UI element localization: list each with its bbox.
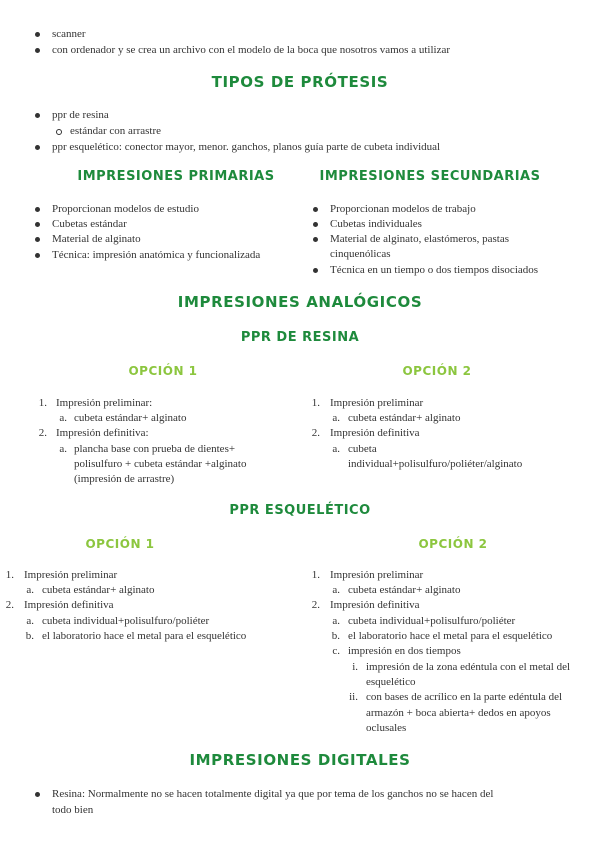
list-item-continued: cinquenólicas xyxy=(330,248,391,260)
list-item: Proporcionan modelos de estudio xyxy=(52,203,199,215)
section-title-secundarias: IMPRESIONES SECUNDARIAS xyxy=(319,169,541,184)
sub-sub-list-item: impresión de la zona edéntula con el metal del xyxy=(366,661,571,673)
sub-list-item: impresión en dos tiempos xyxy=(348,645,461,657)
sub-sub-list-item-continued: oclusales xyxy=(366,722,407,734)
list-letter: a. xyxy=(332,443,340,455)
list-roman: ii. xyxy=(349,691,358,703)
sub-list-item-continued: (impresión de arrastre) xyxy=(74,473,175,485)
list-letter: a. xyxy=(26,615,34,627)
list-item: Impresión preliminar xyxy=(24,569,118,581)
list-roman: i. xyxy=(352,661,358,673)
option-title: OPCIÓN 2 xyxy=(418,537,488,551)
sub-list-item: cubeta individual+polisulfuro/poliéter xyxy=(348,615,516,627)
sub-list-item-continued: individual+polisulfuro/poliéter/alginato xyxy=(348,458,523,470)
sub-sub-list-item-continued: armazón + boca abierta+ dedos en apoyos xyxy=(366,707,551,719)
list-number: 2. xyxy=(311,599,320,611)
sub-list-item: cubeta estándar+ alginato xyxy=(348,412,461,424)
list-item: Impresión preliminar: xyxy=(56,397,153,409)
sub-sub-list-item-continued: esquelético xyxy=(366,676,416,688)
list-item: Técnica en un tiempo o dos tiempos disociados xyxy=(330,264,539,276)
list-number: 2. xyxy=(5,599,14,611)
list-item: con ordenador y se crea un archivo con el modelo de la boca que nosotros vamos a utilizar xyxy=(52,44,450,56)
section-title-ppr-resina: PPR DE RESINA xyxy=(240,330,360,345)
section-title-digitales: IMPRESIONES DIGITALES xyxy=(189,751,411,769)
sub-list-item: cubeta estándar+ alginato xyxy=(74,412,187,424)
list-letter: c. xyxy=(332,645,340,657)
list-item: Impresión definitiva: xyxy=(56,427,149,439)
list-item: Material de alginato xyxy=(52,233,141,245)
sub-sub-list-item: con bases de acrílico en la parte edéntula del xyxy=(366,691,563,703)
list-item: Cubetas estándar xyxy=(52,218,127,230)
sub-list-item: cubeta xyxy=(348,443,377,455)
section-title-tipos: TIPOS DE PRÓTESIS xyxy=(211,73,389,91)
option-title: OPCIÓN 1 xyxy=(128,364,198,378)
list-item: ppr esquelético: conector mayor, menor. ganchos, planos guía parte de cubeta individual xyxy=(52,141,441,153)
sub-list-item: plancha base con prueba de dientes+ xyxy=(74,443,236,455)
sub-list-item: el laboratorio hace el metal para el esquelético xyxy=(348,630,553,642)
section-title-ppr-esqueletico: PPR ESQUELÉTICO xyxy=(229,503,371,518)
list-item: Impresión definitiva xyxy=(330,427,420,439)
option-title: OPCIÓN 2 xyxy=(402,364,472,378)
sub-list-item: cubeta estándar+ alginato xyxy=(348,584,461,596)
list-letter: a. xyxy=(332,412,340,424)
list-item: Proporcionan modelos de trabajo xyxy=(330,203,476,215)
list-letter: a. xyxy=(332,615,340,627)
list-item: Impresión preliminar xyxy=(330,397,424,409)
list-letter: a. xyxy=(332,584,340,596)
sub-list-item-continued: polisulfuro + cubeta estándar +alginato xyxy=(74,458,247,470)
list-item: Impresión definitiva xyxy=(24,599,114,611)
list-item: Impresión definitiva xyxy=(330,599,420,611)
list-number: 1. xyxy=(311,569,320,581)
list-item: Resina: Normalmente no se hacen totalmente digital ya que por tema de los ganchos no se hacen del xyxy=(52,788,494,800)
list-letter: b. xyxy=(331,630,340,642)
list-number: 2. xyxy=(311,427,320,439)
sub-list-item: cubeta estándar+ alginato xyxy=(42,584,155,596)
list-item: Cubetas individuales xyxy=(330,218,422,230)
list-number: 1. xyxy=(311,397,320,409)
list-item: ppr de resina xyxy=(52,109,109,121)
list-number: 1. xyxy=(38,397,47,409)
list-letter: a. xyxy=(26,584,34,596)
list-item-continued: todo bien xyxy=(52,804,94,816)
sub-list-item: el laboratorio hace el metal para el esquelético xyxy=(42,630,247,642)
list-letter: a. xyxy=(59,443,67,455)
list-letter: b. xyxy=(25,630,34,642)
list-number: 2. xyxy=(38,427,47,439)
sub-list-item: estándar con arrastre xyxy=(70,125,162,137)
list-item: Técnica: impresión anatómica y funcionalizada xyxy=(52,249,261,261)
list-number: 1. xyxy=(5,569,14,581)
section-title-analogicos: IMPRESIONES ANALÓGICOS xyxy=(177,293,423,311)
list-item: Material de alginato, elastómeros, pastas xyxy=(330,233,509,245)
list-item: scanner xyxy=(52,28,86,40)
list-item: Impresión preliminar xyxy=(330,569,424,581)
option-title: OPCIÓN 1 xyxy=(85,537,155,551)
section-title-primarias: IMPRESIONES PRIMARIAS xyxy=(77,169,275,184)
sub-list-item: cubeta individual+polisulfuro/poliéter xyxy=(42,615,210,627)
list-letter: a. xyxy=(59,412,67,424)
